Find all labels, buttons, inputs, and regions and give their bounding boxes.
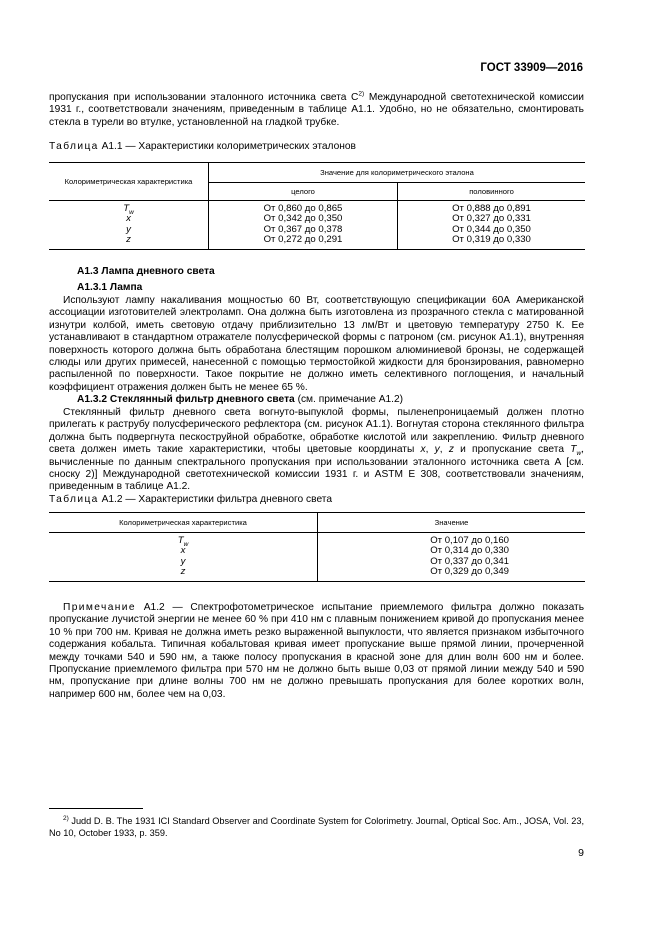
note-a12 xyxy=(49,602,584,701)
intro-text-rest: Международной светотехнической комиссии 1931 г., соответствовали значениям, приведенным в таблице А1.1. Удобно, но не обязательно, смонтировать стекла в турели во втулке, установленной на гладкой трубке. xyxy=(49,92,584,128)
note-text: А1.2 — Спектрофотометрическое испытание приемлемого фильтра должно показать пропускание лучистой энергии не менее 60 % при 410 нм с плавным понижением кривой до пропускания менее 10 % при 700 нм. Кривая не должна иметь резко выраженной выпуклости, что является признаком избыточного содержания кобальта. Типичная кобальтовая кривая имеет пропускание выше прямой линии, прочерченной между точками 540 и 590 нм, а также полосу пропускания в красной зоне для длин волн 600 нм и более. Пропускание приемлемого фильтра при 570 нм не должно быть выше 0,03 от прямой линии между 540 и 590 нм, пропускание при длине волны 700 нм не должно превышать пропускания для более коротких волн, например 600 нм, более чем на 0,03. xyxy=(49,602,584,700)
table-row: z xyxy=(126,234,131,246)
table2-col2-header: Значение xyxy=(318,513,586,533)
footnote xyxy=(49,815,584,839)
table-cell: От 0,329 до 0,349 xyxy=(430,566,509,578)
table-row: $T_w$ xyxy=(177,535,189,548)
table-cell: От 0,888 до 0,891 xyxy=(452,203,531,214)
table-cell: От 0,344 до 0,350 xyxy=(452,223,531,235)
table1-col2-header: целого xyxy=(209,183,398,201)
table1-caption-prefix: Таблица xyxy=(49,141,99,152)
table2-values xyxy=(318,533,586,582)
footnote-text: Judd D. B. The 1931 ICI Standard Observer and Coordinate System for Colorimetry. Journal, Optical Soc. Am., JOSA, Vol. 23, No 10, October 1933, p. 359. xyxy=(49,816,584,838)
table-row: z xyxy=(180,566,186,578)
table1-col3-header: половинного xyxy=(398,183,586,201)
section-a132-text: Стеклянный фильтр дневного света вогнуто-выпуклой формы, пыленепроницаемый должен плотно прилегать к раструбу полусферического рефлектора (см. рисунок А1.1). Вогнутая сторона стеклянного фильтра должна быть подвергнута пескоструйной обработке, обработке кислотой или закреплению. Фильтр дневного света должен иметь такие характеристики, чтобы цветовые координаты x, y, z и пропускание света $T_w$, вычисленные по данным спектрального пропускания при использовании эталонного источника света А [см. сноску 2)] Международной светотехнической комиссии 1931 г. и ASTM E 308, соответствовали значениям, приведенным в таблице А1.2. xyxy=(49,407,584,493)
table1 xyxy=(49,162,585,250)
intro-paragraph xyxy=(49,92,584,129)
table1-caption-text: А1.1 — Характеристики колориметрических эталонов xyxy=(101,141,356,152)
table-cell: От 0,367 до 0,378 xyxy=(263,223,343,235)
table-cell: От 0,319 до 0,330 xyxy=(452,234,531,246)
page-number: 9 xyxy=(578,847,584,859)
table-row: y xyxy=(180,555,186,567)
intro-text: пропускания при использовании эталонного источника света С xyxy=(49,92,359,103)
table-row: y xyxy=(126,223,131,235)
table2-caption-prefix: Таблица xyxy=(49,494,99,505)
table2 xyxy=(49,512,585,582)
table2-symbols xyxy=(49,533,318,582)
section-a132-heading xyxy=(77,394,403,406)
table2-caption-text: А1.2 — Характеристики фильтра дневного света xyxy=(101,494,332,505)
table1-half-values xyxy=(398,201,586,250)
table-cell: От 0,272 до 0,291 xyxy=(263,234,343,246)
table-cell: От 0,107 до 0,160 xyxy=(430,535,509,546)
section-a131-text: Используют лампу накаливания мощностью 60 Вт, соответствующую спецификации 60А Американской ассоциации изготовителей электроламп. Она должна быть изготовлена из прозрачного стекла с матированной изнутри колбой, иметь световую отдачу приблизительно 13 лм/Вт и цветовую температуру 2750 К. Ее устанавливают в стандартном отражателе полусферической формы с патроном (см. рисунок А1.1), внутренняя поверхность которого должна быть обработана блестящим порошком алюминиевой бронзы, не содержащей слюды или других примесей, нанесенной с помощью термостойкой жидкости для бронзирования, равномерно распыленной по поверхности. Такое покрытие не должно иметь селективного поглощения, и начальный коэффициент отражения должен быть не менее 65 %. xyxy=(49,295,584,393)
footnote-divider xyxy=(49,808,143,809)
table-cell: От 0,342 до 0,350 xyxy=(263,213,343,225)
note-label: Примечание xyxy=(63,602,136,613)
section-a131-title: А1.3.1 Лампа xyxy=(77,282,143,293)
table2-col1-header: Колориметрическая характеристика xyxy=(49,513,318,533)
table-cell: От 0,860 до 0,865 xyxy=(263,203,343,214)
table1-col1-header: Колориметрическая характеристика xyxy=(49,163,209,201)
table1-full-values xyxy=(209,201,398,250)
table-cell: От 0,337 до 0,341 xyxy=(430,555,509,567)
table1-group-header: Значение для колориметрического эталона xyxy=(209,163,586,183)
footnote-ref[interactable]: 2) xyxy=(358,90,365,98)
table-row: x xyxy=(180,545,186,557)
section-a132-title: А1.3.2 Стеклянный фильтр дневного света xyxy=(77,394,295,405)
section-a132-note-ref: (см. примечание А1.2) xyxy=(294,394,404,405)
table-row: $T_w$ xyxy=(123,203,134,216)
table-cell: От 0,327 до 0,331 xyxy=(452,213,531,225)
table1-caption xyxy=(49,141,356,152)
table1-symbols xyxy=(49,201,209,250)
table-row: x xyxy=(126,213,131,225)
document-id: ГОСТ 33909—2016 xyxy=(480,62,583,74)
section-a13-title: А1.3 Лампа дневного света xyxy=(77,266,215,277)
footnote-marker: 2) xyxy=(63,814,69,822)
table2-caption xyxy=(49,494,332,505)
table-cell: От 0,314 до 0,330 xyxy=(430,545,509,557)
